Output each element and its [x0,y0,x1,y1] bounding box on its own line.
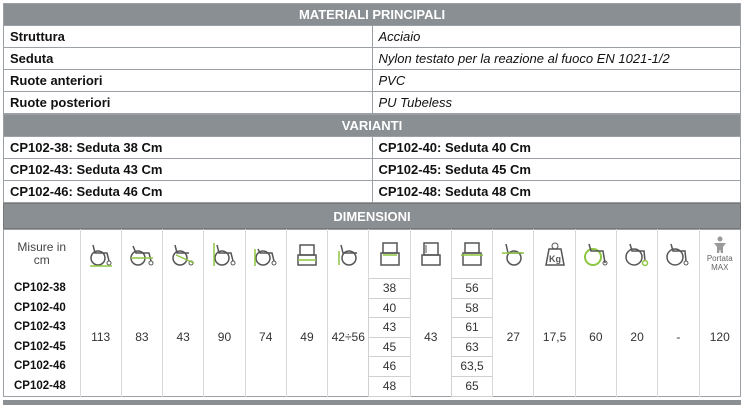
seat-width-value: 43 [369,318,410,338]
material-value: Nylon testato per la reazione al fuoco EN 1021-1/2 [372,48,741,70]
materials-row [4,70,741,92]
material-value: PVC [372,70,741,92]
front-width-value: 49 [286,279,327,397]
variant-cell: CP102-45: Seduta 45 Cm [372,159,741,181]
variants-row [4,181,741,203]
model-code: CP102-43 [14,321,66,334]
wheelchair-front-width-icon [286,230,327,279]
folded-length-value: 83 [121,279,162,397]
wheel-diameter-value: 60 [575,279,616,397]
variant-cell: CP102-48: Seduta 48 Cm [372,181,741,203]
dimensions-title: DIMENSIONI [4,204,741,229]
bottom-divider [3,400,741,405]
total-width-icon [451,230,492,279]
wheel-diameter-icon [575,230,616,279]
total-width-value: 65 [451,376,492,396]
wheelchair-folded-height-icon [245,230,286,279]
wheelchair-folded-length-icon [121,230,162,279]
weight-icon [534,230,575,279]
total-width-value: 63,5 [451,357,492,377]
total-width-value: 61 [451,318,492,338]
materials-row [4,48,741,70]
dimensions-table [3,229,741,397]
product-spec-sheet [3,3,741,405]
seat-width-icon [369,230,410,279]
seat-width-value: 38 [369,279,410,299]
wheel-extra-icon [658,230,699,279]
wheelchair-length-icon [80,230,121,279]
capacity-label-line2: MAX [711,263,729,273]
material-value: PU Tubeless [372,92,741,114]
material-key: Seduta [4,48,373,70]
variants-table [3,114,741,203]
no-footrest-value: 43 [163,279,204,397]
wheelchair-height-icon [204,230,245,279]
wheelchair-side-icon [328,230,369,279]
capacity-label-line1: Portata [706,254,733,264]
height-value: 90 [204,279,245,397]
variants-row [4,159,741,181]
material-key: Ruote anteriori [4,70,373,92]
model-code: CP102-48 [14,379,66,392]
material-key: Struttura [4,26,373,48]
materials-title: MATERIALI PRINCIPALI [4,4,741,26]
backrest-value: 27 [493,279,534,397]
seat-width-value: 45 [369,337,410,357]
weight-value: 17,5 [534,279,575,397]
wheelchair-no-footrest-icon [163,230,204,279]
total-width-value: 56 [451,279,492,299]
wheel-small-value: 20 [616,279,657,397]
seat-front-icon [410,230,451,279]
variant-cell: CP102-40: Seduta 40 Cm [372,137,741,159]
seat-front-value: 43 [410,279,451,397]
seat-width-value: 46 [369,357,410,377]
model-code: CP102-40 [14,301,66,314]
model-code: CP102-38 [14,282,66,295]
seat-width-value: 40 [369,298,410,318]
variants-title: VARIANTI [4,115,741,137]
materials-row [4,26,741,48]
unit-label [4,230,81,279]
model-code: CP102-46 [14,360,66,373]
wheel-diameter-small-icon [616,230,657,279]
unit-label-line2: cm [33,253,50,268]
folded-height-value: 74 [245,279,286,397]
material-value: Acciaio [372,26,741,48]
variant-cell: CP102-38: Seduta 38 Cm [4,137,373,159]
total-width-value: 63 [451,337,492,357]
materials-table [3,3,741,114]
capacity-value: 120 [699,279,741,397]
model-code: CP102-45 [14,340,66,353]
backrest-height-icon [493,230,534,279]
wheel-extra-value: - [658,279,699,397]
length-value: 113 [80,279,121,397]
material-key: Ruote posteriori [4,92,373,114]
total-width-value: 58 [451,298,492,318]
variants-row [4,137,741,159]
unit-label-line1: Misure in [17,240,67,255]
table-row [4,279,741,299]
dimensions-icon-row [4,230,741,279]
seat-width-value: 48 [369,376,410,396]
capacity-person-icon [699,230,741,279]
variant-cell: CP102-46: Seduta 46 Cm [4,181,373,203]
svg-text:Kg: Kg [548,254,561,265]
side-value: 42÷56 [328,279,369,397]
variant-cell: CP102-43: Seduta 43 Cm [4,159,373,181]
materials-row [4,92,741,114]
dimensions-header [3,203,741,229]
